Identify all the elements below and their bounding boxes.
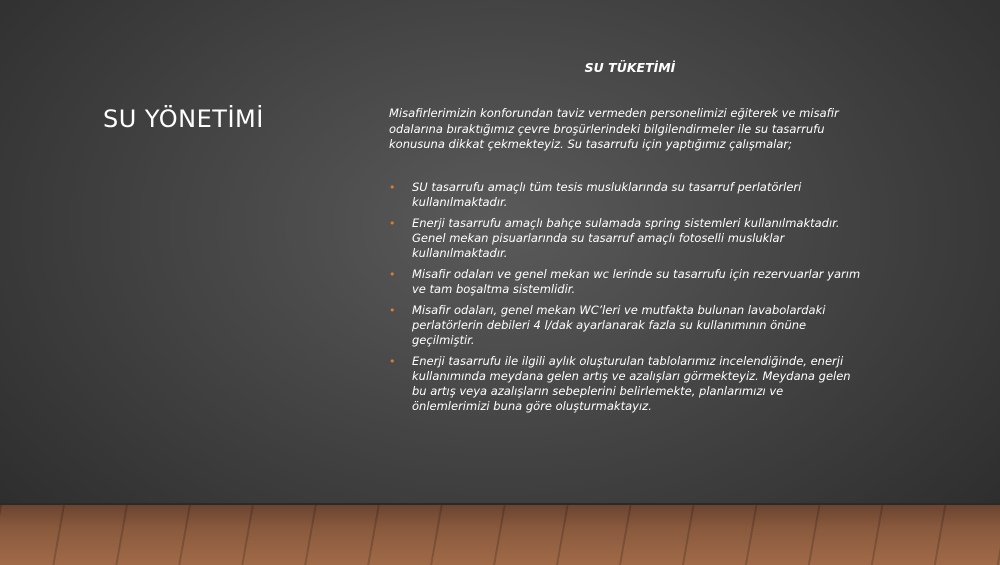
bullet-icon: • xyxy=(389,217,396,230)
bullet-text: Misafir odaları, genel mekan WC’leri ve mutfakta bulunan lavabolardaki perlatörlerin debileri 4 l/dak ayarlanarak fazla su kullanımının önüne geçilmiştir. xyxy=(412,303,826,347)
bullet-icon: • xyxy=(389,181,396,194)
bullet-list xyxy=(389,180,864,420)
bullet-text: Misafir odaları ve genel mekan wc lerinde su tasarrufu için rezervuarlar yarım ve tam boşaltma sistemlidir. xyxy=(412,267,861,296)
list-item xyxy=(389,180,864,210)
bullet-text: Enerji tasarrufu ile ilgili aylık oluşturulan tablolarımız incelendiğinde, enerji kullanımında meydana gelen artış ve azalışları görmekteyiz. Meydana gelen bu artış veya azalışların sebeplerini belirlemekte, planlarımızı ve önlemlerimizi buna göre oluşturmaktayız. xyxy=(412,354,851,413)
slide-subtitle: SU TÜKETİMİ xyxy=(584,60,676,75)
list-item xyxy=(389,216,864,261)
list-item xyxy=(389,354,864,414)
bullet-icon: • xyxy=(389,268,396,281)
slide-title: SU YÖNETİMİ xyxy=(103,105,264,133)
list-item xyxy=(389,267,864,297)
list-item xyxy=(389,303,864,348)
bullet-text: SU tasarrufu amaçlı tüm tesis musluklarında su tasarruf perlatörleri kullanılmaktadır. xyxy=(412,180,802,209)
bullet-icon: • xyxy=(389,355,396,368)
bullet-icon: • xyxy=(389,304,396,317)
intro-paragraph: Misafirlerimizin konforundan taviz vermeden personelimizi eğiterek ve misafir odalarına bıraktığımız çevre broşürlerindeki bilgilendirmeler ile su tasarrufu konusuna dikkat çekmekteyiz. Su tasarrufu için yaptığımız çalışmalar; xyxy=(389,106,839,151)
bullet-text: Enerji tasarrufu amaçlı bahçe sulamada spring sistemleri kullanılmaktadır. Genel mekan pisuarlarında su tasarruf amaçlı fotoselli musluklar kullanılmaktadır. xyxy=(412,216,840,260)
wood-floor xyxy=(0,503,1000,565)
